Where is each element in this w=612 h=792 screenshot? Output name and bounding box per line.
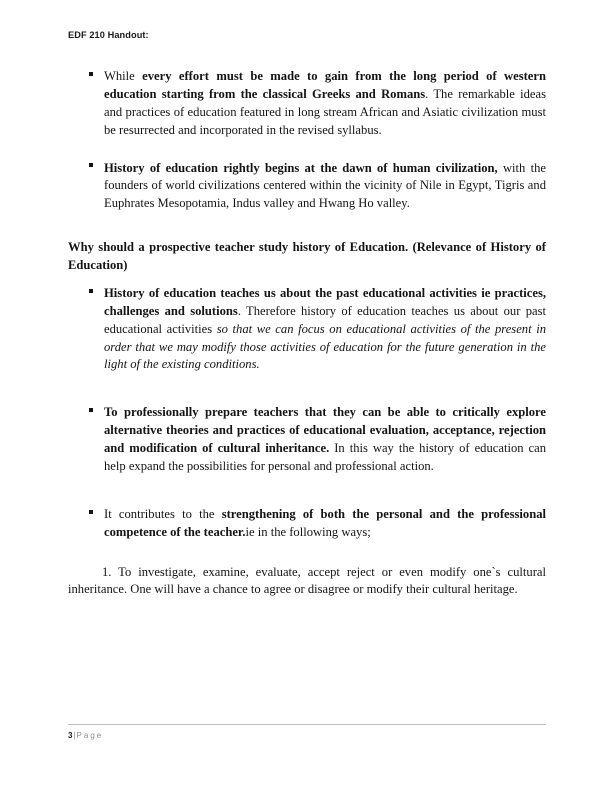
spacer [68, 275, 546, 285]
square-bullet-icon [89, 408, 93, 412]
section-heading: Why should a prospective teacher study history of Education. (Relevance of History of Education) [68, 240, 546, 272]
footer-divider [68, 724, 546, 725]
list-item-text [104, 506, 546, 542]
list-item [68, 68, 546, 140]
text-run-regular: While [104, 69, 143, 83]
text-run-italic: so that we can focus on educational activities of the present in order that we may modify those activities of education for the future generation in the light of the existing conditions. [104, 321, 546, 372]
page-number: 3 [68, 731, 73, 740]
text-run-bold: To professionally prepare teachers that they can be able to critically explore alternative theories and practices of educational evaluation, acceptance, rejection and modification of cultural inheritance. [104, 405, 546, 455]
text-run-regular: . The remarkable ideas and practices of education featured in long stream African and Asiatic civilization must be resurrected and incorporated in the revised syllabus. [104, 86, 546, 137]
list-item [68, 160, 546, 214]
page-footer [68, 724, 546, 741]
spacer [68, 542, 546, 564]
footer-text [68, 731, 546, 741]
document-body [68, 68, 546, 599]
running-header: EDF 210 Handout: [68, 30, 149, 40]
square-bullet-icon [89, 289, 93, 293]
numbered-paragraph: 1. To investigate, examine, evaluate, accept reject or even modify one`s cultural inheritance. One will have a chance to agree or disagree or modify their cultural heritage. [68, 564, 546, 597]
footer-separator: | [73, 731, 76, 740]
text-run-bold: History of education rightly begins at the dawn of human civilization, [104, 160, 498, 175]
text-run-regular: with the founders of world civilizations centered within the vicinity of Nile in Egypt, Tigris and Euphrates Mesopotamia, Indus valley and Hwang Ho valley. [104, 160, 546, 211]
list-item-text [104, 68, 546, 140]
square-bullet-icon [89, 510, 93, 514]
text-run-bold: strengthening of both the personal and the professional competence of the teacher. [104, 506, 546, 539]
list-item [68, 285, 546, 374]
bullet-list-top [68, 68, 546, 213]
text-run-bold: History of education teaches us about the past educational activities ie practices, challenges and solutions [104, 285, 546, 318]
text-run-regular: ie in the following ways; [245, 524, 371, 539]
list-item [68, 404, 546, 476]
square-bullet-icon [89, 163, 93, 167]
bullet-list-bottom [68, 285, 546, 542]
list-item-text [104, 160, 546, 214]
text-run-regular: In this way the history of education can help expand the possibilities for personal and professional action. [104, 441, 546, 473]
text-run-regular: . Therefore history of education teaches us about our past educational activities [104, 303, 546, 336]
spacer [68, 213, 546, 239]
square-bullet-icon [89, 72, 93, 76]
list-item [68, 506, 546, 542]
list-item-text [104, 404, 546, 476]
footer-page-label: Page [76, 731, 104, 740]
text-run-bold: every effort must be made to gain from the long period of western education starting from the classical Greeks and Romans [104, 69, 546, 101]
text-run-regular: It contributes to the [104, 506, 222, 521]
list-item-text [104, 285, 546, 374]
